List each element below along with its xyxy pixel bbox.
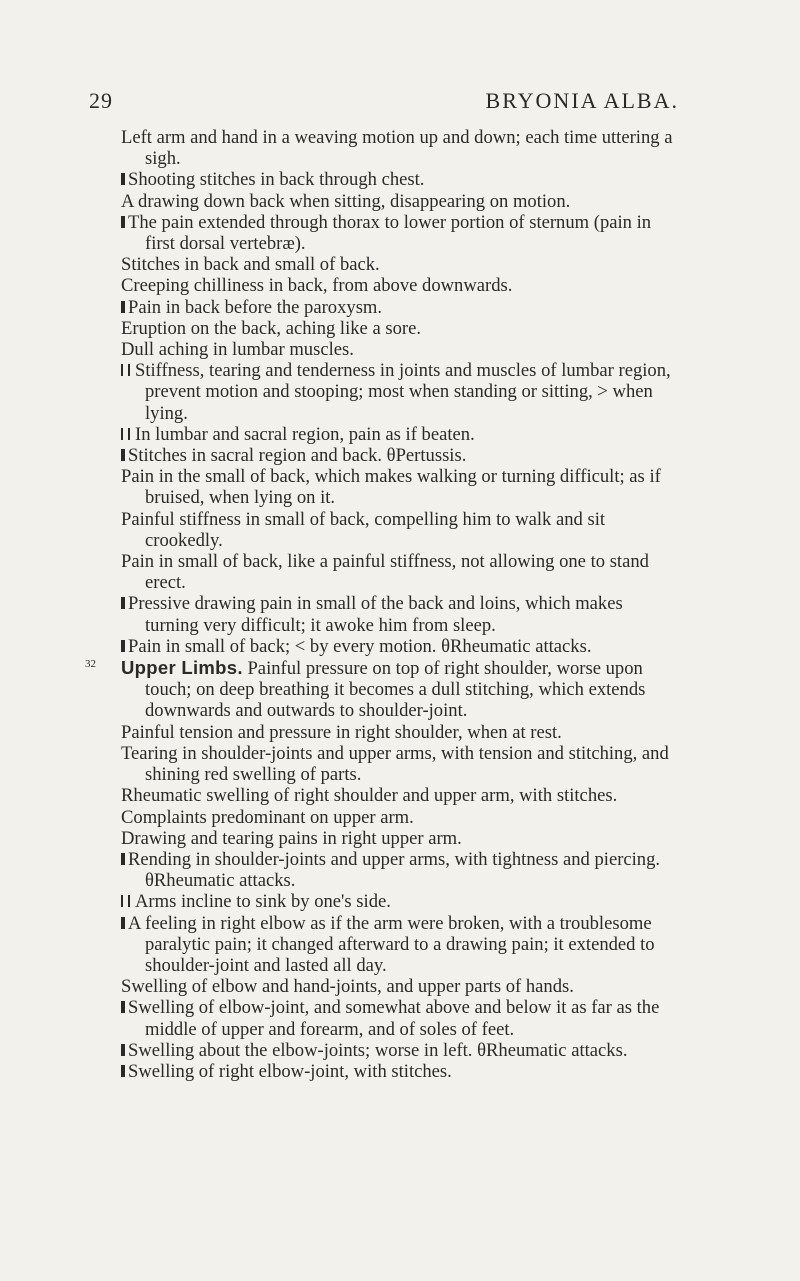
- symptom-text: The pain extended through thorax to lower portion of sternum (pain in first dorsal vertebræ).: [128, 211, 652, 255]
- emphasis-mark-icon: [121, 917, 125, 929]
- emphasis-mark-icon: [121, 216, 125, 228]
- page-title: BRYONIA ALBA.: [485, 88, 679, 113]
- symptom-entry: [121, 424, 681, 445]
- symptom-text: Swelling of elbow-joint, and somewhat above and below it as far as the middle of upper and forearm, and of soles of feet.: [128, 997, 660, 1040]
- symptom-text: Rending in shoulder-joints and upper arms, with tightness and piercing. θRheumatic attacks.: [128, 848, 661, 892]
- symptom-entry: [121, 551, 681, 593]
- symptom-text: A feeling in right elbow as if the arm were broken, with a troublesome paralytic pain; it changed afterward to a drawing pain; it extended to shoulder-joint and lasted all day.: [128, 912, 655, 976]
- symptom-text: Painful tension and pressure in right shoulder, when at rest.: [121, 721, 562, 743]
- symptom-text: Eruption on the back, aching like a sore.: [121, 317, 421, 339]
- symptom-text: Swelling about the elbow-joints; worse in left. θRheumatic attacks.: [128, 1039, 628, 1061]
- page-number: 29: [89, 88, 113, 113]
- symptom-text: Painful pressure on top of right shoulder, worse upon touch; on deep breathing it becomes a dull stitching, which extends downwards and outwards to shoulder-joint.: [145, 658, 646, 722]
- symptom-text: Dull aching in lumbar muscles.: [121, 339, 354, 361]
- symptom-entry: [121, 636, 681, 657]
- emphasis-mark-icon: [121, 173, 125, 185]
- symptom-entry: [121, 360, 681, 424]
- symptom-text: Creeping chilliness in back, from above downwards.: [121, 275, 513, 297]
- symptom-text: Pressive drawing pain in small of the back and loins, which makes turning very difficult; it awoke him from sleep.: [128, 593, 623, 636]
- symptom-text: Stitches in back and small of back.: [121, 254, 380, 276]
- section-heading: Upper Limbs.: [121, 657, 243, 679]
- symptom-entry: [121, 593, 681, 635]
- running-header: [89, 88, 679, 118]
- symptom-entry: [121, 318, 681, 339]
- emphasis-mark-icon: [121, 449, 125, 461]
- symptom-text: Painful stiffness in small of back, compelling him to walk and sit crookedly.: [121, 508, 606, 551]
- emphasis-mark-icon: [121, 1065, 125, 1077]
- emphasis-mark-icon: [121, 895, 123, 907]
- symptom-text: A drawing down back when sitting, disappearing on motion.: [121, 190, 571, 212]
- symptom-text: Pain in back before the paroxysm.: [128, 296, 383, 318]
- symptom-entry: [121, 339, 681, 360]
- symptom-entry: [121, 509, 681, 551]
- emphasis-mark-icon: [128, 895, 130, 907]
- symptom-entry: [121, 1040, 681, 1061]
- symptom-text: Stitches in sacral region and back. θPertussis.: [128, 445, 467, 467]
- symptom-list: [85, 127, 681, 1082]
- emphasis-mark-icon: [121, 428, 123, 440]
- symptom-entry: [121, 722, 681, 743]
- symptom-text: Stiffness, tearing and tenderness in joints and muscles of lumbar region, prevent motion and stooping; most when standing or sitting, > when lying.: [135, 360, 671, 424]
- symptom-text: Pain in the small of back, which makes walking or turning difficult; as if bruised, when lying on it.: [121, 466, 661, 509]
- symptom-entry: [121, 891, 681, 912]
- symptom-entry: [121, 743, 681, 785]
- emphasis-mark-icon: [121, 1001, 125, 1013]
- symptom-text: Drawing and tearing pains in right upper arm.: [121, 827, 462, 849]
- symptom-text: Swelling of right elbow-joint, with stitches.: [128, 1060, 452, 1082]
- symptom-text: Pain in small of back; < by every motion. θRheumatic attacks.: [128, 635, 592, 657]
- symptom-entry: [121, 466, 681, 508]
- symptom-entry: [121, 828, 681, 849]
- emphasis-mark-icon: [121, 853, 125, 865]
- symptom-entry: [121, 807, 681, 828]
- symptom-entry: [121, 997, 681, 1039]
- emphasis-mark-icon: [121, 1044, 125, 1056]
- symptom-entry: [121, 849, 681, 891]
- symptom-entry: [121, 976, 681, 997]
- emphasis-mark-icon: [121, 301, 125, 313]
- symptom-entry: [121, 275, 681, 296]
- emphasis-mark-icon: [128, 428, 130, 440]
- symptom-text: Complaints predominant on upper arm.: [121, 806, 414, 828]
- symptom-entry: [121, 445, 681, 466]
- symptom-entry: [121, 785, 681, 806]
- emphasis-mark-icon: [121, 640, 125, 652]
- emphasis-mark-icon: [121, 364, 123, 376]
- symptom-text: Shooting stitches in back through chest.: [128, 169, 425, 191]
- symptom-entry: [121, 254, 681, 275]
- symptom-entry: [121, 169, 681, 190]
- symptom-text: Swelling of elbow and hand-joints, and upper parts of hands.: [121, 976, 574, 998]
- symptom-text: Pain in small of back, like a painful stiffness, not allowing one to stand erect.: [121, 551, 649, 594]
- symptom-text: In lumbar and sacral region, pain as if beaten.: [135, 423, 475, 445]
- symptom-entry: [121, 1061, 681, 1082]
- symptom-entry: [121, 212, 681, 254]
- symptom-entry: [121, 297, 681, 318]
- symptom-entry: [121, 191, 681, 212]
- symptom-entry: [85, 657, 681, 722]
- section-number: 32: [85, 658, 96, 671]
- symptom-text: Tearing in shoulder-joints and upper arms, with tension and stitching, and shining red swelling of parts.: [121, 742, 669, 786]
- emphasis-mark-icon: [128, 364, 130, 376]
- symptom-entry: [121, 913, 681, 977]
- symptom-text: Left arm and hand in a weaving motion up and down; each time uttering a sigh.: [121, 127, 673, 170]
- symptom-text: Rheumatic swelling of right shoulder and upper arm, with stitches.: [121, 785, 618, 807]
- symptom-entry: [121, 127, 681, 169]
- symptom-text: Arms incline to sink by one's side.: [135, 891, 391, 913]
- emphasis-mark-icon: [121, 597, 125, 609]
